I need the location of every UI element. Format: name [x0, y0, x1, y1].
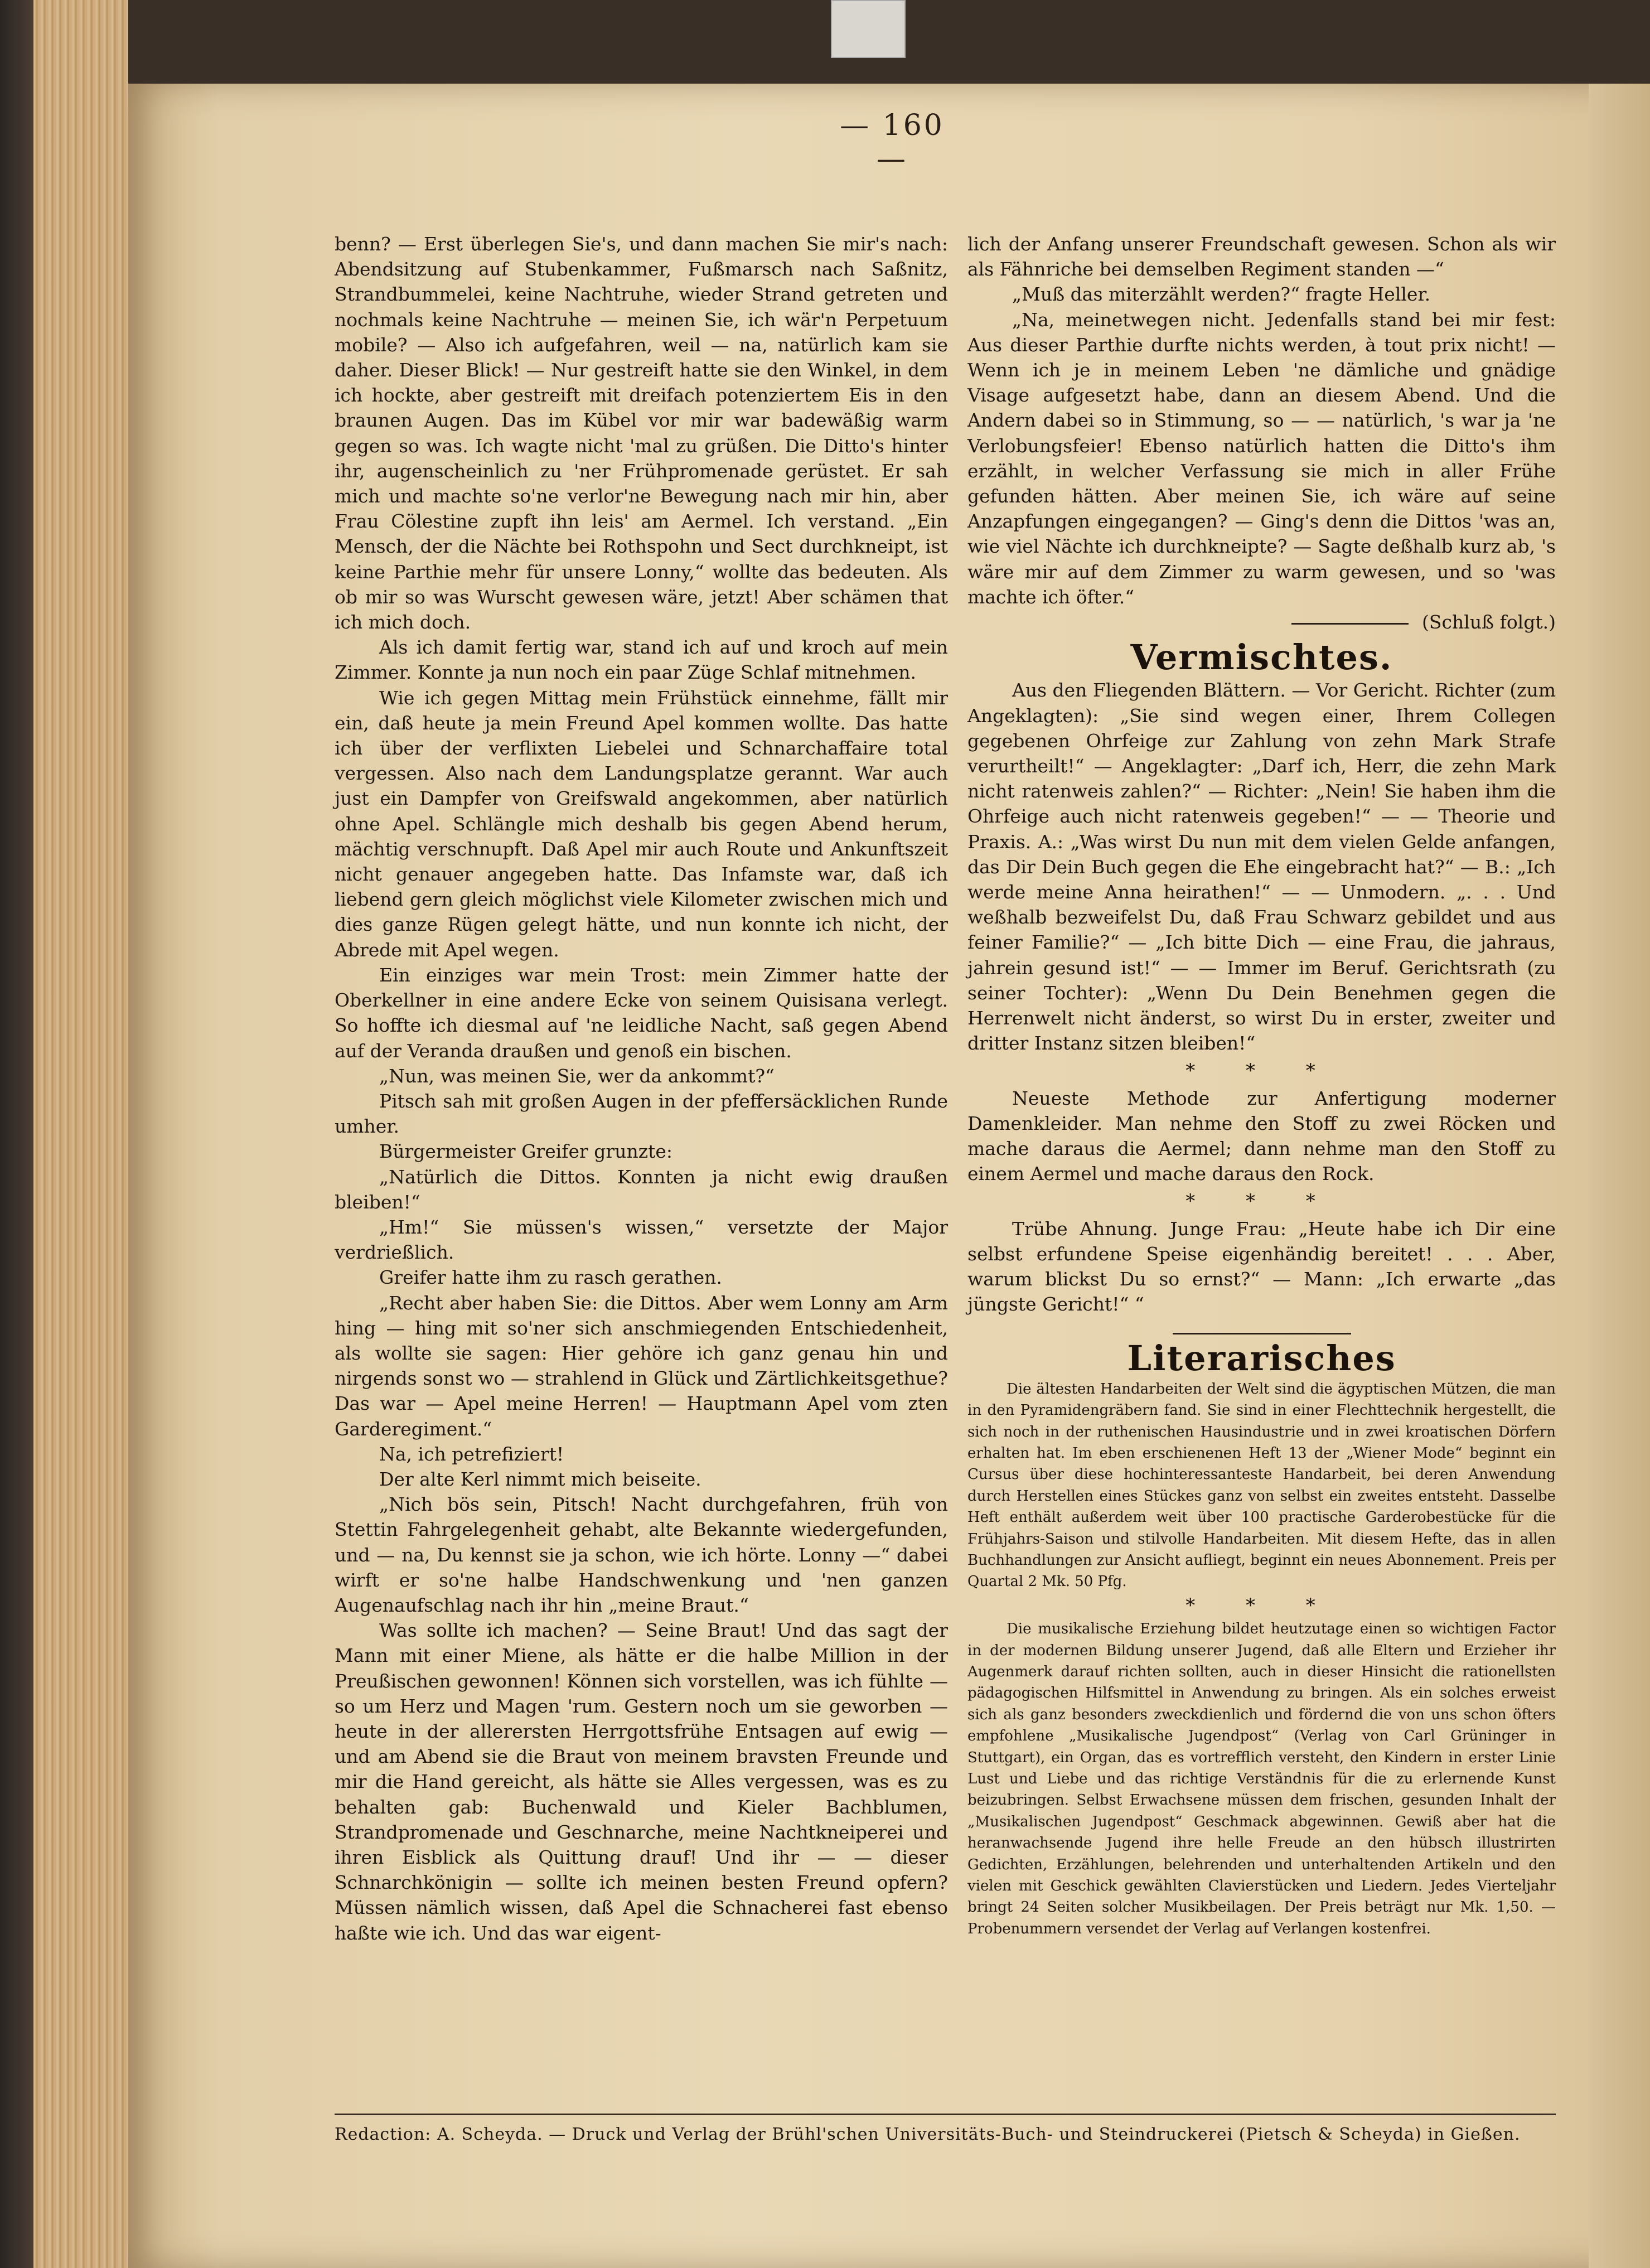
literarisches-block — [967, 1379, 1556, 1940]
end-note-line — [967, 610, 1556, 635]
paragraph: Na, ich petrefiziert! — [379, 1443, 564, 1465]
paragraph: „Muß das miterzählt werden?“ fragte Heller. — [1012, 283, 1431, 306]
literarisches-heading: Literarisches — [1127, 1337, 1396, 1379]
page-number: — 160 — — [840, 109, 945, 176]
paragraph: Als ich damit fertig war, stand ich auf und kroch auf mein Zimmer. Konnte ja nun noch ein paar Züge Schlaf mitnehmen. — [335, 636, 948, 684]
next-page-edge — [1589, 84, 1650, 2268]
literarisches-item: Die musikalische Erziehung bildet heutzutage einen so wichtigen Factor in der modernen Bildung unserer Jugend, daß alle Eltern und Erzieher ihr Augenmerk darauf richten sollten, auch in dieser Hinsicht die rationellsten pädagogischen Hilfsmittel in Anwendung zu bringen. Als ein solches erweist sich als ganz besonders zweckdienlich und fördernd die von uns schon öfters empfohlene „Musikalische Jugendpost“ (Verlag von Carl Grüninger in Stuttgart), ein Organ, das es vortrefflich versteht, den Kindern in erster Linie Lust und Liebe und das richtige Verständnis für die zu erlernende Kunst beizubringen. Selbst Erwachsene müssen dem frischen, gesunden Inhalt der „Musikalischen Jugendpost“ Geschmack abgewinnen. Gewiß aber hat die heranwachsende Jugend ihre helle Freude an den hübsch illustrirten Gedichten, Erzählungen, belehrenden und unterhaltenden Artikeln und den vielen mit Geschick gewählten Clavierstücken und Liedern. Jedes Vierteljahr bringt 24 Seiten solcher Musikbeilagen. Der Preis beträgt nur Mk. 1,50. — Probenummern versendet der Verlag auf Verlangen kostenfrei. — [967, 1621, 1556, 1937]
separator-rule — [1173, 1333, 1351, 1334]
left-column — [335, 231, 948, 1946]
paragraph: „Nun, was meinen Sie, wer da ankommt?“ — [379, 1065, 775, 1087]
paragraph: Greifer hatte ihm zu rasch gerathen. — [379, 1266, 722, 1289]
paragraph: „Hm!“ Sie müssen's wissen,“ versetzte der Major verdrießlich. — [335, 1216, 948, 1264]
literarisches-item: Die ältesten Handarbeiten der Welt sind die ägyptischen Mützen, die man in den Pyramidengräbern fand. Sie sind in einer Flechttechnik hergestellt, die sich noch in der ruthenischen Hausindustrie und in zwei kroatischen Dörfern erhalten hat. Im eben erschienenen Heft 13 der „Wiener Mode“ beginnt ein Cursus über diese hochinteressanteste Handarbeit, bei deren Anwendung durch Herstellen eines Stückes ganz von selbst ein zweites entsteht. Dasselbe Heft enthält außerdem weit über 100 practische Garderobestücke für die Frühjahrs-Saison und stilvolle Handarbeiten. Mit diesem Hefte, das in allen Buchhandlungen zur Ansicht aufliegt, beginnt ein neues Abonnement. Preis per Quartal 2 Mk. 50 Pfg. — [967, 1380, 1556, 1590]
imprint-footer: Redaction: A. Scheyda. — Druck und Verlag der Brühl'schen Universitäts-Buch- und Steindruckerei (Pietsch & Scheyda) in Gießen. — [335, 2125, 1521, 2144]
paragraph: „Recht aber haben Sie: die Dittos. Aber wem Lonny am Arm hing — hing mit so'ner sich anschmiegenden Entschiedenheit, als wollte sie sagen: Hier gehöre ich ganz genau hin und nirgends sonst wo — strahlend in Glück und Zärtlichkeitsgethue? Das war — Apel meine Herren! — Hauptmann Apel vom zten Garderegiment.“ — [335, 1292, 948, 1440]
vermischtes-item: Trübe Ahnung. Junge Frau: „Heute habe ich Dir eine selbst erfundene Speise eigenhändig bereitet! . . . Aber, warum blickst Du so ernst?“ — Mann: „Ich erwarte „das jüngste Gericht!“ “ — [967, 1217, 1556, 1316]
paragraph: „Natürlich die Dittos. Konnten ja nicht ewig draußen bleiben!“ — [335, 1166, 948, 1213]
separator-stars: * * * — [1186, 1059, 1338, 1082]
book-cover — [0, 0, 33, 2268]
separator-stars: * * * — [1186, 1189, 1338, 1212]
separator-rule — [1291, 623, 1409, 625]
vermischtes-item: Neueste Methode zur Anfertigung moderner Damenkleider. Man nehme den Stoff zu zwei Röcken und mache daraus die Aermel; dann nehme man den Stoff zu einem Aermel und mache daraus den Rock. — [967, 1087, 1556, 1185]
paragraph: Was sollte ich machen? — Seine Braut! Und das sagt der Mann mit einer Miene, als hätte er die halbe Million in der Preußischen gewonnen! Können sich vorstellen, was ich fühlte — so um Herz und Magen 'rum. Gestern noch um sie geworben — heute in der allerersten Herrgottsfrühe Entsagen auf ewig — und am Abend sie die Braut von meinem bravsten Freunde und mir die Hand gereicht, als hätte sie Alles vergessen, was es zu behalten gab: Buchenwald und Kieler Bachblumen, Strandpromenade und Geschnarche, meine Nachtkneiperei und ihren Eisblick als Quittung drauf! Und ihr — — dieser Schnarchkönigin — sollte ich meinen besten Freund opfern? Müssen nämlich wissen, daß Apel die Schnacherei fast ebenso haßte wie ich. Und das war eigent- — [335, 1619, 948, 1944]
paragraph: Pitsch sah mit großen Augen in der pfeffersäcklichen Runde umher. — [335, 1090, 948, 1138]
footer-rule — [335, 2114, 1556, 2115]
paper-tab — [831, 0, 906, 58]
right-column — [967, 231, 1556, 1940]
end-note: (Schluß folgt.) — [1422, 611, 1556, 634]
vermischtes-item: Aus den Fliegenden Blättern. — Vor Gericht. Richter (zum Angeklagten): „Sie sind wegen einer, Ihrem Collegen gegebenen Ohrfeige zur Zahlung von zehn Mark Strafe verurtheilt!“ — Angeklagter: „Darf ich, Herr, die zehn Mark nicht ratenweis zahlen?“ — Richter: „Nein! Sie haben ihm die Ohrfeige auch nicht ratenweis gegeben!“ — — Theorie und Praxis. A.: „Was wirst Du nun mit dem vielen Gelde anfangen, das Dir Dein Buch gegen die Ehe eingebracht hat?“ — B.: „Ich werde meine Anna heirathen!“ — — Unmodern. „. . . Und weßhalb bezweifelst Du, daß Frau Schwarz gebildet und aus feiner Familie?“ — „Ich bitte Dich — eine Frau, die jahraus, jahrein gesund ist!“ — — Immer im Beruf. Gerichtsrath (zu seiner Tochter): „Wenn Du Dein Benehmen gegen die Herrenwelt nicht änderst, so wirst Du in erster, zweiter und dritter Instanz sitzen bleiben!“ — [967, 679, 1556, 1055]
separator-stars: * * * — [1186, 1594, 1338, 1617]
paragraph: „Nich bös sein, Pitsch! Nacht durchgefahren, früh von Stettin Fahrgelegenheit gehabt, alte Bekannte wiedergefunden, und — na, Du kennst sie ja schon, wie ich hörte. Lonny —“ dabei wirft er so'ne halbe Handschwenkung und 'nen ganzen Augenaufschlag nach ihr hin „meine Braut.“ — [335, 1493, 948, 1616]
paragraph: Wie ich gegen Mittag mein Frühstück einnehme, fällt mir ein, daß heute ja mein Freund Apel kommen wollte. Das hatte ich über der verflixten Liebelei und Schnarchaffaire total vergessen. Also nach dem Landungsplatze gerannt. War auch just ein Dampfer von Greifswald angekommen, aber natürlich ohne Apel. Schlängle mich deshalb bis gegen Abend herum, mächtig verschnupft. Daß Apel mir auch Route und Ankunftszeit nicht genauer angegeben hatte. Das Infamste war, daß ich liebend gern gleich möglichst viele Kilometer zwischen mich und dies ganze Rügen gelegt hätte, und nun konnte ich nicht, der Abrede mit Apel wegen. — [335, 686, 948, 961]
paragraph: „Na, meinetwegen nicht. Jedenfalls stand bei mir fest: Aus dieser Parthie durfte nichts werden, à tout prix nicht! — Wenn ich je in meinem Leben 'ne dämliche und gnädige Visage aufgesetzt habe, dann an diesem Abend. Und die Andern dabei so in Stimmung, so — — natürlich, 's war ja 'ne Verlobungsfeier! Ebenso natürlich hatten die Ditto's ihm erzählt, in welcher Verfassung sie mich in aller Frühe gefunden hätten. Aber meinen Sie, ich wäre auf seine Anzapfungen eingegangen? — Ging's denn die Dittos 'was an, wie viel Nächte ich durchkneipte? — Sagte deßhalb kurz ab, 's wäre mir auf dem Zimmer zu warm gewesen, und so 'was machte ich öfter.“ — [967, 308, 1556, 608]
paragraph: benn? — Erst überlegen Sie's, und dann machen Sie mir's nach: Abendsitzung auf Stubenkammer, Fußmarsch nach Saßnitz, Strandbummelei, keine Nachtruhe, wieder Strand getreten und nochmals keine Nachtruhe — meinen Sie, ich wär'n Perpetuum mobile? — Also ich aufgefahren, weil — na, natürlich kam sie daher. Dieser Blick! — Nur gestreift hatte sie den Winkel, in dem ich hockte, aber gestreift mit dreifach potenziertem Eis in den braunen Augen. Das im Kübel vor mir war badewäßig warm gegen so was. Ich wagte nicht 'mal zu grüßen. Die Ditto's hinter ihr, augenscheinlich zu 'ner Frühpromenade gerüstet. Er sah mich und machte so'ne verlor'ne Bewegung nach mir hin, aber Frau Cölestine zupft ihn leis' am Aermel. Ich verstand. „Ein Mensch, der die Nächte bei Rothspohn und Sect durchkneipt, ist keine Parthie mehr für unsere Lonny,“ wollte das bedeuten. Als ob mir so was Wurscht gewesen wäre, jetzt! Aber schämen that ich mich doch. — [335, 233, 948, 634]
vermischtes-heading: Vermischtes. — [1130, 637, 1393, 678]
paragraph: lich der Anfang unserer Freundschaft gewesen. Schon als wir als Fähnriche bei demselben Regiment standen —“ — [967, 233, 1556, 281]
paragraph: Der alte Kerl nimmt mich beiseite. — [379, 1468, 701, 1490]
paragraph: Bürgermeister Greifer grunzte: — [379, 1140, 673, 1163]
paragraph: Ein einziges war mein Trost: mein Zimmer hatte der Oberkellner in eine andere Ecke von seinem Quisisana verlegt. So hoffte ich diesmal auf 'ne leidliche Nacht, saß gegen Abend auf der Veranda draußen und genoß ein bischen. — [335, 964, 948, 1062]
